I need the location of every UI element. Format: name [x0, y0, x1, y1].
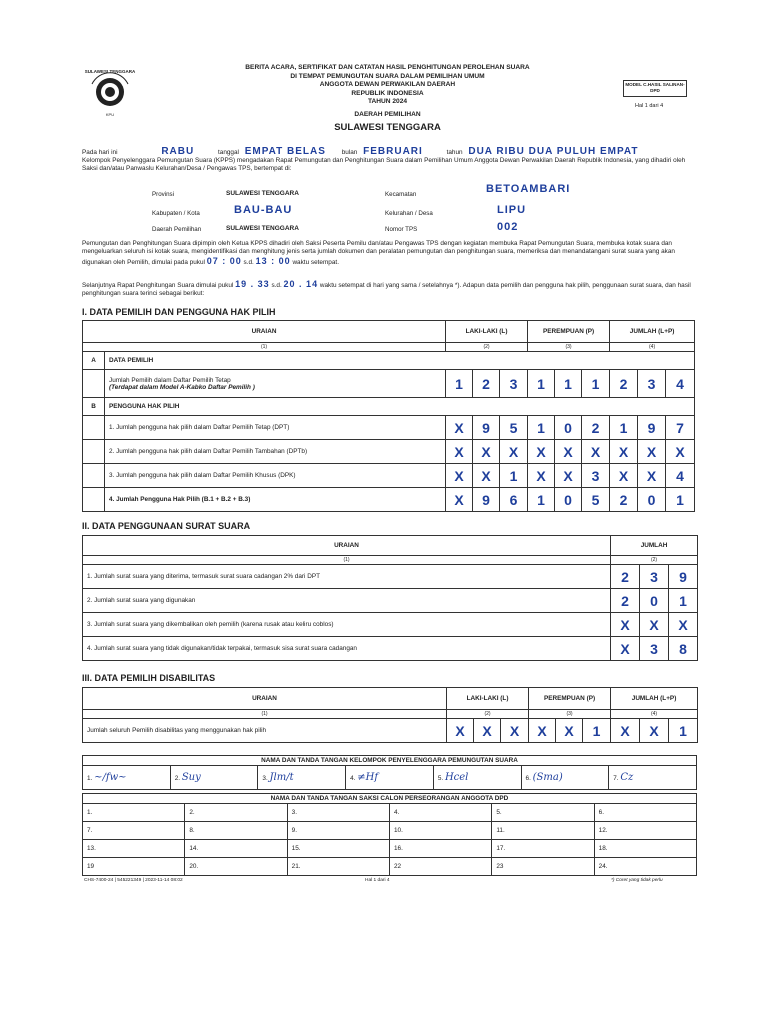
tps-value: 002	[497, 221, 519, 233]
s1-a-row-label: Jumlah Pemilih dalam Daftar Pemilih Tetap	[109, 376, 231, 384]
logo-sub: KPU	[105, 112, 115, 117]
kpps-num: 4.	[350, 775, 356, 782]
digit-cell: X	[528, 464, 555, 488]
digit-cell: 2	[611, 589, 640, 613]
signature-mark: ~∕fw~	[94, 772, 127, 783]
digit-cell: 3	[640, 565, 669, 589]
kabupaten-label: Kabupaten / Kota	[152, 210, 200, 217]
digit-cell: X	[638, 464, 666, 488]
saksi-cell: 7.	[83, 822, 185, 840]
kpps-num: 2.	[174, 775, 181, 782]
kpps-signature-cell	[609, 766, 697, 790]
saksi-cell: 15.	[287, 840, 389, 858]
kpps-num: 3.	[262, 775, 268, 782]
page-indicator: Hal 1 dari 4	[635, 103, 664, 109]
kpps-signature-cell	[346, 766, 434, 790]
s2-num: (2)	[611, 556, 698, 565]
digit-cell: 3	[640, 637, 669, 661]
digit-cell: 2	[610, 488, 638, 512]
s2-header-jumlah: JUMLAH	[611, 536, 698, 556]
signature-mark: Jlm∕t	[269, 772, 294, 783]
digit-cell: 3	[638, 370, 666, 398]
digit-cell: 2	[611, 565, 640, 589]
para1-text: Pemungutan dan Penghitungan Suara dipimpin oleh Ketua KPPS dihadiri oleh Saksi Peserta Pemilu dan/atau Pengawas TPS dengan kegiatan membuka Rapat Pemungutan Suara, membuka kotak suara dan mengeluarkan seluruh isi kotak suara, mengidentifikasi dan menghitung jenis serta jumlah dokumen dan peralatan pemungutan dan penghitungan suara, memeriksa dan menandatangani surat suara yang akan digunakan oleh Pemilih, dimulai pada pukul	[82, 240, 675, 266]
digit-cell: 1	[555, 370, 582, 398]
digit-cell: X	[610, 464, 638, 488]
count-end-time: 20 . 14	[283, 279, 319, 289]
para2-end: waktu setempat di hari yang sama / setelahnya *). Adapun data pemilih dan pengguna hak pilih, penggunaan surat suara, dan hasil penghitungan suara terinci sebagai berikut:	[82, 282, 691, 298]
digit-cell: 9	[669, 565, 698, 589]
digit-cell: X	[529, 719, 556, 743]
saksi-cell: 14.	[185, 840, 287, 858]
s1-a-row	[105, 370, 446, 398]
digit-cell: 0	[638, 488, 666, 512]
digit-cell: X	[582, 440, 610, 464]
s3-num: (2)	[447, 710, 529, 719]
kpu-logo	[80, 66, 140, 121]
digit-cell: X	[528, 440, 555, 464]
sd-label-2: s.d.	[271, 282, 282, 289]
section-3-title: III. DATA PEMILIH DISABILITAS	[82, 673, 216, 683]
footer-code: CHS-7400-24 | 545221349 | 2023-11-14 08:02	[84, 878, 183, 883]
s3-header-perempuan: PEREMPUAN (P)	[529, 688, 611, 710]
digit-cell: 4	[666, 370, 695, 398]
s1-b-row-label: 1. Jumlah pengguna hak pilih dalam Daftar Pemilih Tetap (DPT)	[105, 416, 446, 440]
kpps-signature-cell	[170, 766, 258, 790]
kpps-signature-table	[82, 755, 697, 790]
saksi-cell: 10.	[389, 822, 491, 840]
digit-cell: X	[446, 416, 473, 440]
saksi-cell: 23	[492, 858, 594, 876]
kpps-num: 1.	[87, 775, 93, 782]
body-paragraph-1	[82, 240, 694, 267]
saksi-signature-table	[82, 793, 697, 876]
kpps-num: 6.	[525, 775, 531, 782]
digit-cell: X	[610, 440, 638, 464]
model-box: MODEL C.HASIL SALINAN-DPD	[623, 80, 687, 97]
s2-header-uraian: URAIAN	[83, 536, 611, 556]
digit-cell: X	[501, 719, 529, 743]
digit-cell: 1	[610, 416, 638, 440]
s3-num: (3)	[529, 710, 611, 719]
footer-page: Hal 1 dari 4	[365, 878, 390, 883]
saksi-cell: 20.	[185, 858, 287, 876]
logo-caption: SULAWESI TENGGARA	[84, 69, 136, 74]
digit-cell: 0	[555, 488, 582, 512]
kpps-signature-cell	[521, 766, 609, 790]
s3-header-jumlah: JUMLAH (L+P)	[611, 688, 698, 710]
section-2-table	[82, 535, 698, 661]
bulan-label: bulan	[341, 149, 358, 156]
digit-cell: 1	[582, 370, 610, 398]
s1-header-uraian: URAIAN	[83, 321, 446, 343]
digit-cell: 1	[528, 370, 555, 398]
day-value: RABU	[161, 146, 195, 157]
kpps-signature-cell	[83, 766, 171, 790]
digit-cell: 6	[500, 488, 528, 512]
digit-cell: 1	[669, 589, 698, 613]
s1-b-row-label: 3. Jumlah pengguna hak pilih dalam Daftar Pemilih Khusus (DPK)	[105, 464, 446, 488]
intro-line	[82, 146, 638, 157]
s1-letter-b: B	[83, 398, 105, 416]
s3-header-laki: LAKI-LAKI (L)	[447, 688, 529, 710]
saksi-cell: 18.	[594, 840, 696, 858]
digit-cell: 9	[473, 488, 500, 512]
digit-cell: 1	[583, 719, 611, 743]
digit-cell: 1	[669, 719, 698, 743]
kpps-signature-cell	[433, 766, 521, 790]
digit-cell: 1	[500, 464, 528, 488]
digit-cell: X	[556, 719, 583, 743]
s1-b-title: PENGGUNA HAK PILIH	[105, 398, 695, 416]
sd-label: s.d.	[243, 258, 254, 266]
digit-cell: X	[473, 440, 500, 464]
s3-num: (4)	[611, 710, 698, 719]
section-2-title: II. DATA PENGGUNAAN SURAT SUARA	[82, 521, 251, 531]
digit-cell: 1	[528, 488, 555, 512]
s2-row-label: 2. Jumlah surat suara yang digunakan	[83, 589, 611, 613]
kpps-num: 7.	[613, 775, 619, 782]
digit-cell: 0	[555, 416, 582, 440]
digit-cell: X	[555, 440, 582, 464]
saksi-cell: 19	[83, 858, 185, 876]
digit-cell: 2	[582, 416, 610, 440]
s2-num: (1)	[83, 556, 611, 565]
end-time: 13 : 00	[255, 255, 291, 266]
s1-a-row-note: (Terdapat dalam Model A-Kabko Daftar Pemilih )	[109, 383, 255, 391]
saksi-cell: 2.	[185, 804, 287, 822]
para1-end: waktu setempat.	[292, 258, 339, 266]
pada-hari-ini-label: Pada hari ini	[82, 149, 118, 156]
digit-cell: 5	[582, 488, 610, 512]
footer-note: *) Coret yang tidak perlu	[611, 878, 663, 883]
saksi-cell: 11.	[492, 822, 594, 840]
s1-num: (1)	[83, 343, 446, 352]
start-time: 07 : 00	[206, 255, 242, 266]
provinsi-label: Provinsi	[152, 191, 175, 198]
year-value: DUA RIBU DUA PULUH EMPAT	[468, 146, 639, 157]
daerah-label: Daerah Pemilihan	[152, 226, 202, 233]
saksi-cell: 9.	[287, 822, 389, 840]
header-line: BERITA ACARA, SERTIFIKAT DAN CATATAN HASIL PENGHITUNGAN PEROLEHAN SUARA	[245, 64, 530, 71]
s1-header-jumlah: JUMLAH (L+P)	[610, 321, 695, 343]
date-value: EMPAT BELAS	[244, 146, 326, 157]
digit-cell: 1	[528, 416, 555, 440]
digit-cell: X	[500, 440, 528, 464]
digit-cell: 9	[638, 416, 666, 440]
digit-cell: X	[474, 719, 501, 743]
digit-cell: X	[473, 464, 500, 488]
digit-cell: X	[611, 637, 640, 661]
s1-a-title: DATA PEMILIH	[105, 352, 695, 370]
saksi-cell: 24.	[594, 858, 696, 876]
digit-cell: X	[638, 440, 666, 464]
s1-num: (3)	[528, 343, 610, 352]
digit-cell: 7	[666, 416, 695, 440]
kpps-signature-cell	[258, 766, 346, 790]
header-region: SULAWESI TENGGARA	[334, 122, 441, 133]
digit-cell: 2	[473, 370, 500, 398]
digit-cell: X	[446, 464, 473, 488]
digit-cell: 9	[473, 416, 500, 440]
s1-letter-a: A	[83, 352, 105, 370]
digit-cell: 5	[500, 416, 528, 440]
digit-cell: 2	[610, 370, 638, 398]
saksi-cell: 17.	[492, 840, 594, 858]
digit-cell: X	[446, 440, 473, 464]
saksi-cell: 4.	[389, 804, 491, 822]
digit-cell: 3	[500, 370, 528, 398]
kabupaten-value: BAU-BAU	[234, 204, 293, 216]
s1-b-row-label: 4. Jumlah Pengguna Hak Pilih (B.1 + B.2 + B.3)	[105, 488, 446, 512]
digit-cell: 4	[666, 464, 695, 488]
saksi-cell: 21.	[287, 858, 389, 876]
s1-num: (4)	[610, 343, 695, 352]
para2-start: Selanjutnya Rapat Penghitungan Suara dimulai pukul	[82, 282, 234, 289]
saksi-cell: 16.	[389, 840, 491, 858]
saksi-cell: 1.	[83, 804, 185, 822]
tahun-label: tahun	[446, 149, 463, 156]
tps-label: Nomor TPS	[385, 226, 418, 233]
s2-row-label: 3. Jumlah surat suara yang dikembalikan oleh pemilih (karena rusak atau keliru coblos)	[83, 613, 611, 637]
signature-mark: (Sma)	[532, 772, 563, 783]
s3-row-label: Jumlah seluruh Pemilih disabilitas yang menggunakan hak pilih	[83, 719, 447, 743]
s3-header-uraian: URAIAN	[83, 688, 447, 710]
kecamatan-label: Kecamatan	[385, 191, 417, 198]
saksi-cell: 13.	[83, 840, 185, 858]
header-line: TAHUN 2024	[367, 98, 408, 105]
saksi-title: NAMA DAN TANDA TANGAN SAKSI CALON PERSEORANGAN ANGGOTA DPD	[83, 794, 697, 804]
section-1-table	[82, 320, 695, 512]
digit-cell: X	[640, 613, 669, 637]
digit-cell: X	[611, 719, 640, 743]
s3-num: (1)	[83, 710, 447, 719]
digit-cell: X	[555, 464, 582, 488]
s1-header-perempuan: PEREMPUAN (P)	[528, 321, 610, 343]
saksi-cell: 12.	[594, 822, 696, 840]
digit-cell: X	[640, 719, 669, 743]
saksi-cell: 5.	[492, 804, 594, 822]
section-1-title: I. DATA PEMILIH DAN PENGGUNA HAK PILIH	[82, 307, 276, 317]
signature-mark: Hcel	[444, 772, 469, 783]
signature-mark: ≠Hf	[357, 772, 379, 783]
saksi-cell: 22	[389, 858, 491, 876]
kpps-num: 5.	[437, 775, 444, 782]
kelurahan-label: Kelurahan / Desa	[385, 210, 433, 217]
intro-paragraph: Kelompok Penyelenggara Pemungutan Suara (KPPS) mengadakan Rapat Pemungutan dan Penghitungan Suara dalam Pemilihan Umum Anggota Dewan Perwakilan Daerah Republik Indonesia, yang dihadiri oleh Saksi dan/atau Panwaslu Kelurahan/Desa / Pengawas TPS, bertempat di:	[82, 157, 686, 173]
header-line: ANGGOTA DEWAN PERWAKILAN DAERAH	[319, 81, 456, 88]
section-3-table	[82, 687, 698, 743]
header-subtitle: DAERAH PEMILIHAN	[354, 110, 421, 118]
document-header	[205, 64, 570, 134]
signature-mark: Suy	[181, 772, 201, 783]
digit-cell: X	[611, 613, 640, 637]
digit-cell: 8	[669, 637, 698, 661]
saksi-cell: 8.	[185, 822, 287, 840]
daerah-value: SULAWESI TENGGARA	[226, 225, 299, 232]
s2-row-label: 4. Jumlah surat suara yang tidak digunakan/tidak terpakai, termasuk sisa surat suara cadangan	[83, 637, 611, 661]
signature-mark: Cz	[620, 772, 634, 783]
digit-cell: 1	[666, 488, 695, 512]
digit-cell: X	[446, 488, 473, 512]
digit-cell: 3	[582, 464, 610, 488]
s2-row-label: 1. Jumlah surat suara yang diterima, termasuk surat suara cadangan 2% dari DPT	[83, 565, 611, 589]
month-value: FEBRUARI	[363, 146, 423, 157]
digit-cell: 1	[446, 370, 473, 398]
s1-num: (2)	[446, 343, 528, 352]
digit-cell: X	[447, 719, 474, 743]
kpps-title: NAMA DAN TANDA TANGAN KELOMPOK PENYELENGGARA PEMUNGUTAN SUARA	[83, 756, 697, 766]
s1-header-laki: LAKI-LAKI (L)	[446, 321, 528, 343]
count-start-time: 19 . 33	[235, 279, 270, 289]
kelurahan-value: LIPU	[497, 204, 527, 216]
header-line: REPUBLIK INDONESIA	[351, 89, 424, 97]
provinsi-value: SULAWESI TENGGARA	[226, 190, 299, 197]
saksi-cell: 3.	[287, 804, 389, 822]
saksi-cell: 6.	[594, 804, 696, 822]
s1-b-row-label: 2. Jumlah pengguna hak pilih dalam Daftar Pemilih Tambahan (DPTb)	[105, 440, 446, 464]
tanggal-label: tanggal	[217, 149, 239, 156]
header-line: DI TEMPAT PEMUNGUTAN SUARA DALAM PEMILIHAN UMUM	[290, 72, 485, 80]
digit-cell: 0	[640, 589, 669, 613]
kecamatan-value: BETOAMBARI	[486, 183, 571, 195]
digit-cell: X	[669, 613, 698, 637]
digit-cell: X	[666, 440, 695, 464]
body-paragraph-2	[82, 280, 694, 299]
